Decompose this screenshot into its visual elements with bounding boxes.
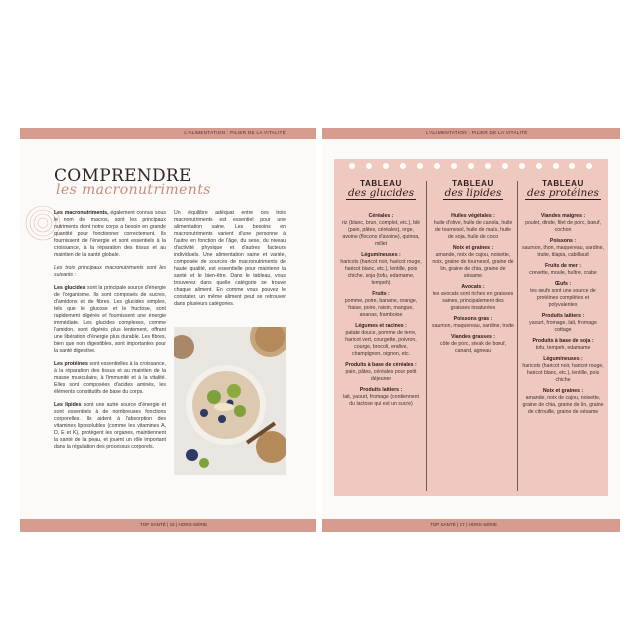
category-name: Noix et graines : bbox=[452, 245, 494, 251]
category-items: amande, noix de cajou, noisette, graine de chia, graine de lin, graine de citrouille, graine de sésame bbox=[522, 395, 604, 415]
binder-hole-icon bbox=[468, 163, 474, 169]
right-page bbox=[322, 128, 620, 532]
category-items: pain, pâtes, céréales pour petit déjeuner bbox=[345, 369, 417, 382]
paragraph: Les protéines sont essentielles à la croissance, à la réparation des tissus et au maintien de la masse musculaire, à l'immunité et à la vitalité. Elles sont composées d'acides aminés, les éléments constitutifs de base du corps. bbox=[54, 361, 167, 395]
category-items: amande, noix de cajou, noisette, noix, graine de tournesol, graine de lin, graine de chia, graine de sésame bbox=[432, 252, 514, 279]
binder-hole-icon bbox=[569, 163, 575, 169]
category-items: poulet, dinde, filet de porc, bœuf, cochon bbox=[525, 220, 601, 233]
article-column-2 bbox=[174, 210, 286, 314]
paragraph: Les lipides sont une autre source d'énergie et sont essentiels à de nombreuses fonctions corporelles. Ils aident à l'absorption des vitamines liposolubles (comme les vitamines A, D, E et K), protègent les organes, maintiennent la santé de la peau, et jouent un rôle important dans la régulation des processus corporels. bbox=[54, 402, 167, 450]
paragraph: Les trois principaux macronutriments sont les suivants : bbox=[54, 265, 166, 278]
binder-hole-icon bbox=[553, 163, 559, 169]
binder-hole-icon bbox=[451, 163, 457, 169]
binder-hole-icon bbox=[349, 163, 355, 169]
category-items: lait, yaourt, fromage (contiennent du lactose qui est un sucre) bbox=[343, 394, 419, 407]
table-title-top: TABLEAU bbox=[542, 179, 584, 188]
category-name: Huiles végétales : bbox=[451, 213, 495, 219]
binder-hole-icon bbox=[485, 163, 491, 169]
binder-hole-icon bbox=[366, 163, 372, 169]
article-column-1 bbox=[54, 210, 166, 457]
category-items: huile d'olive, huile de canola, huile de tournesol, huile de maïs, huile de soja, huile de coco bbox=[433, 220, 513, 240]
category-name: Noix et graines : bbox=[542, 388, 584, 394]
category-items: les avocats sont riches en graisses saines, principalement des graisses insaturées bbox=[432, 291, 514, 311]
category-name: Légumes et racines : bbox=[355, 323, 407, 329]
category-items: haricots (haricot noir, haricot rouge, haricot blanc, etc.), lentille, pois chiche, soja (tofu, edamame, tempeh) bbox=[340, 259, 422, 286]
paragraph: Un équilibre adéquat entre ces trois macronutriments est essentiel pour une alimentation saine. Les besoins en macronutriments varient d'une personne à l'autre en fonction de l'âge, du sexe, du niveau d'activité physique et d'autres facteurs individuels. Une alimentation saine et variée, composée de sources de macronutriments de haute qualité, est essentielle pour maintenir la santé et le bien-être. Dans le tableau, vous trouverez dans quelle catégorie se trouve chaque aliment. En comme vous pouvez le constater, un même aliment peut se retrouver dans plusieurs catégories. bbox=[174, 210, 286, 307]
binder-holes bbox=[334, 163, 608, 169]
category-name: Avocats : bbox=[461, 284, 485, 290]
binder-hole-icon bbox=[586, 163, 592, 169]
category-name: Produits à base de céréales : bbox=[345, 362, 417, 368]
category-name: Poissons gras : bbox=[453, 316, 493, 322]
page-subtitle: les macronutriments bbox=[56, 182, 211, 198]
folio: TOP SANTÉ | 16 | HORS-SÉRIE bbox=[140, 522, 208, 527]
category-items: les œufs sont une source de protéines complètes et polyvalentes bbox=[530, 288, 596, 308]
paragraph: Les macronutriments, également connus sous le nom de macros, sont les principaux nutriments dont notre corps a besoin en grande quantité pour fonctionner correctement. Ils fournissent de l'énergie et sont essentiels à la croissance, à la réparation des tissus et au maintien de la santé globale. bbox=[54, 210, 166, 258]
category-name: Légumineuses : bbox=[543, 356, 583, 362]
table-title-top: TABLEAU bbox=[452, 179, 494, 188]
category-name: Légumineuses : bbox=[361, 252, 401, 258]
category-name: Fruits de mer : bbox=[544, 263, 582, 269]
table-proteines bbox=[522, 179, 604, 418]
paragraph: Les glucides sont la principale source d'énergie de l'organisme. Ils sont composés de sucres, d'amidons et de fibres. Les glucides simples, tels que le glucose et le fructose, sont rapidement digérés et fournissent une énergie immédiate. Les glucides complexes, comme l'amidon, sont digérés plus lentement, offrant une libération d'énergie plus durable. Les fibres, bien que non digestibles, sont importantes pour la santé digestive. bbox=[54, 285, 166, 354]
category-name: Viandes grasses : bbox=[450, 334, 496, 340]
category-items: yaourt, fromage, lait, fromage cottage bbox=[529, 320, 597, 333]
category-name: Fruits : bbox=[372, 291, 390, 297]
table-title-bottom: des lipides bbox=[444, 187, 502, 199]
category-items: pomme, poire, banane, orange, fraise, poire, raisin, mangue, ananas, framboise bbox=[344, 298, 418, 318]
running-head: L'ALIMENTATION : PILIER DE LA VITALITÉ bbox=[426, 130, 528, 135]
category-items: riz (blanc, brun, complet, etc.), blé (pain, pâtes, céréales), orge, avoine (flocons d'avoine), quinoa, millet bbox=[341, 220, 421, 247]
binder-hole-icon bbox=[434, 163, 440, 169]
table-glucides bbox=[340, 179, 422, 410]
binder-hole-icon bbox=[383, 163, 389, 169]
category-name: Produits laitiers : bbox=[541, 313, 585, 319]
category-items: saumon, maquereau, sardine, truite bbox=[432, 323, 514, 329]
category-name: Produits laitiers : bbox=[359, 387, 403, 393]
column-divider bbox=[517, 181, 518, 491]
category-items: crevette, moule, huître, crabe bbox=[529, 270, 597, 276]
category-items: patate douce, pomme de terre, haricot vert, courgette, poivron, courge, brocoli, endive, champignon, oignon, etc. bbox=[345, 330, 417, 357]
running-head: L'ALIMENTATION : PILIER DE LA VITALITÉ bbox=[184, 130, 286, 135]
binder-hole-icon bbox=[519, 163, 525, 169]
smoothie-bowl-photo bbox=[174, 327, 286, 475]
category-items: haricots (haricot noir, haricot rouge, haricot blanc, etc.), lentille, pois chiche bbox=[522, 363, 604, 383]
table-title-top: TABLEAU bbox=[360, 179, 402, 188]
binder-hole-icon bbox=[400, 163, 406, 169]
folio: TOP SANTÉ | 17 | HORS-SÉRIE bbox=[430, 522, 498, 527]
binder-hole-icon bbox=[502, 163, 508, 169]
table-lipides bbox=[432, 179, 514, 357]
left-page bbox=[20, 128, 316, 532]
table-title-bottom: des protéines bbox=[527, 187, 599, 199]
category-name: Viandes maigres : bbox=[540, 213, 586, 219]
category-name: Produits à base de soja : bbox=[532, 338, 594, 344]
category-items: tofu, tempeh, edamame bbox=[535, 345, 591, 351]
category-name: Céréales : bbox=[368, 213, 394, 219]
column-divider bbox=[426, 181, 427, 491]
category-items: saumon, thon, maquereau, sardine, truite, tilapia, cabillaud bbox=[522, 245, 604, 258]
category-name: Œufs : bbox=[554, 281, 572, 287]
page-title: COMPRENDRE bbox=[54, 166, 192, 186]
binder-hole-icon bbox=[536, 163, 542, 169]
category-name: Poissons : bbox=[549, 238, 577, 244]
table-title-bottom: des glucides bbox=[347, 187, 415, 199]
binder-hole-icon bbox=[417, 163, 423, 169]
notepad-panel bbox=[334, 159, 608, 496]
category-items: côte de porc, steak de bœuf, canard, agneau bbox=[439, 341, 507, 354]
